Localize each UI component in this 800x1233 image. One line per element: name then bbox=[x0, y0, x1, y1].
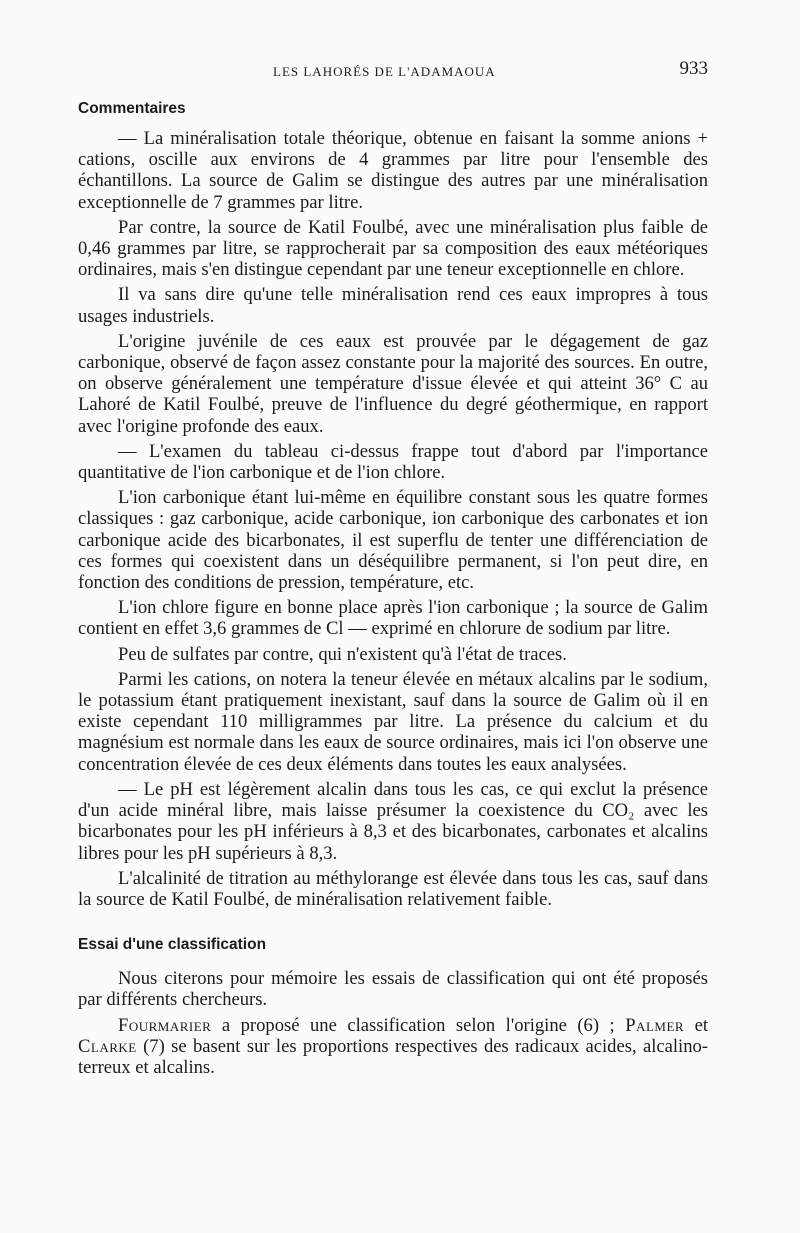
paragraph: — Le pH est légèrement alcalin dans tous les cas, ce qui exclut la présence d'un acide minéral libre, mais laisse présumer la coexistence du CO₂ avec les bicarbonates pour les pH inférieurs à 8,3 et des bicarbonates, carbonates et alcalins libres pour les pH supérieurs à 8,3. bbox=[78, 778, 708, 864]
author-name: Fourmarier bbox=[118, 1014, 212, 1036]
paragraph-with-citations bbox=[78, 1015, 708, 1079]
paragraph: Parmi les cations, on notera la teneur élevée en métaux alcalins par le sodium, le potassium étant pratiquement inexistant, sauf dans la source de Galim où il en existe cependant 110 milligrammes par litre. La présence du calcium et du magnésium est normale dans les eaux de source ordinaires, mais ici l'on observe une concentration élevée de ces deux éléments dans toutes les eaux analysées. bbox=[78, 668, 708, 775]
running-title: LES LAHORÉS DE L'ADAMAOUA bbox=[273, 64, 496, 79]
text-fragment: a proposé une classification selon l'origine (6) ; bbox=[211, 1014, 626, 1036]
text-fragment: et bbox=[684, 1014, 708, 1036]
paragraph: Peu de sulfates par contre, qui n'existent qu'à l'état de traces. bbox=[118, 643, 567, 665]
paragraph: Nous citerons pour mémoire les essais de classification qui ont été proposés par différents chercheurs. bbox=[78, 968, 708, 1011]
paragraph: Par contre, la source de Katil Foulbé, avec une minéralisation plus faible de 0,46 grammes par litre, se rapprocherait par sa composition des eaux météoriques ordinaires, mais s'en distingue cependant par une teneur exceptionnelle en chlore. bbox=[78, 216, 708, 281]
paragraph: — La minéralisation totale théorique, obtenue en faisant la somme anions + cations, oscille aux environs de 4 grammes par litre pour l'ensemble des échantillons. La source de Galim se distingue des autres par une minéralisation exceptionnelle de 7 grammes par litre. bbox=[78, 128, 708, 213]
document-page bbox=[78, 58, 708, 1082]
paragraph: Il va sans dire qu'une telle minéralisation rend ces eaux impropres à tous usages industriels. bbox=[78, 284, 708, 327]
page-number: 933 bbox=[679, 58, 708, 79]
author-name: Palmer bbox=[625, 1014, 685, 1036]
page-header bbox=[78, 58, 708, 88]
paragraph: L'alcalinité de titration au méthylorange est élevée dans tous les cas, sauf dans la source de Katil Foulbé, de minéralisation relativement faible. bbox=[78, 867, 708, 910]
section-heading-commentaires: Commentaires bbox=[78, 100, 186, 117]
text-fragment: (7) se basent sur les proportions respectives des radicaux acides, alcalino-terreux et alcalins. bbox=[78, 1035, 708, 1078]
paragraph: — L'examen du tableau ci-dessus frappe tout d'abord par l'importance quantitative de l'ion carbonique et de l'ion chlore. bbox=[78, 440, 708, 484]
paragraph: L'ion chlore figure en bonne place après l'ion carbonique ; la source de Galim contient en effet 3,6 grammes de Cl — exprimé en chlorure de sodium par litre. bbox=[78, 597, 708, 640]
paragraph: L'ion carbonique étant lui-même en équilibre constant sous les quatre formes classiques : gaz carbonique, acide carbonique, ion carbonique des carbonates et ion carbonique acide des bicarbonates, il est superflu de tenter une différenciation de ces formes qui coexistent dans un déséquilibre permanent, si l'on peut dire, en fonction des conditions de pression, température, etc. bbox=[78, 487, 708, 594]
section-heading-classification: Essai d'une classification bbox=[78, 936, 267, 954]
author-name: Clarke bbox=[78, 1035, 137, 1057]
paragraph: L'origine juvénile de ces eaux est prouvée par le dégagement de gaz carbonique, observé de façon assez constante pour la majorité des sources. En outre, on observe généralement une température d'issue élevée et qui atteint 36° C au Lahoré de Katil Foulbé, preuve de l'influence du degré géothermique, en rapport avec l'origine profonde des eaux. bbox=[78, 330, 708, 437]
